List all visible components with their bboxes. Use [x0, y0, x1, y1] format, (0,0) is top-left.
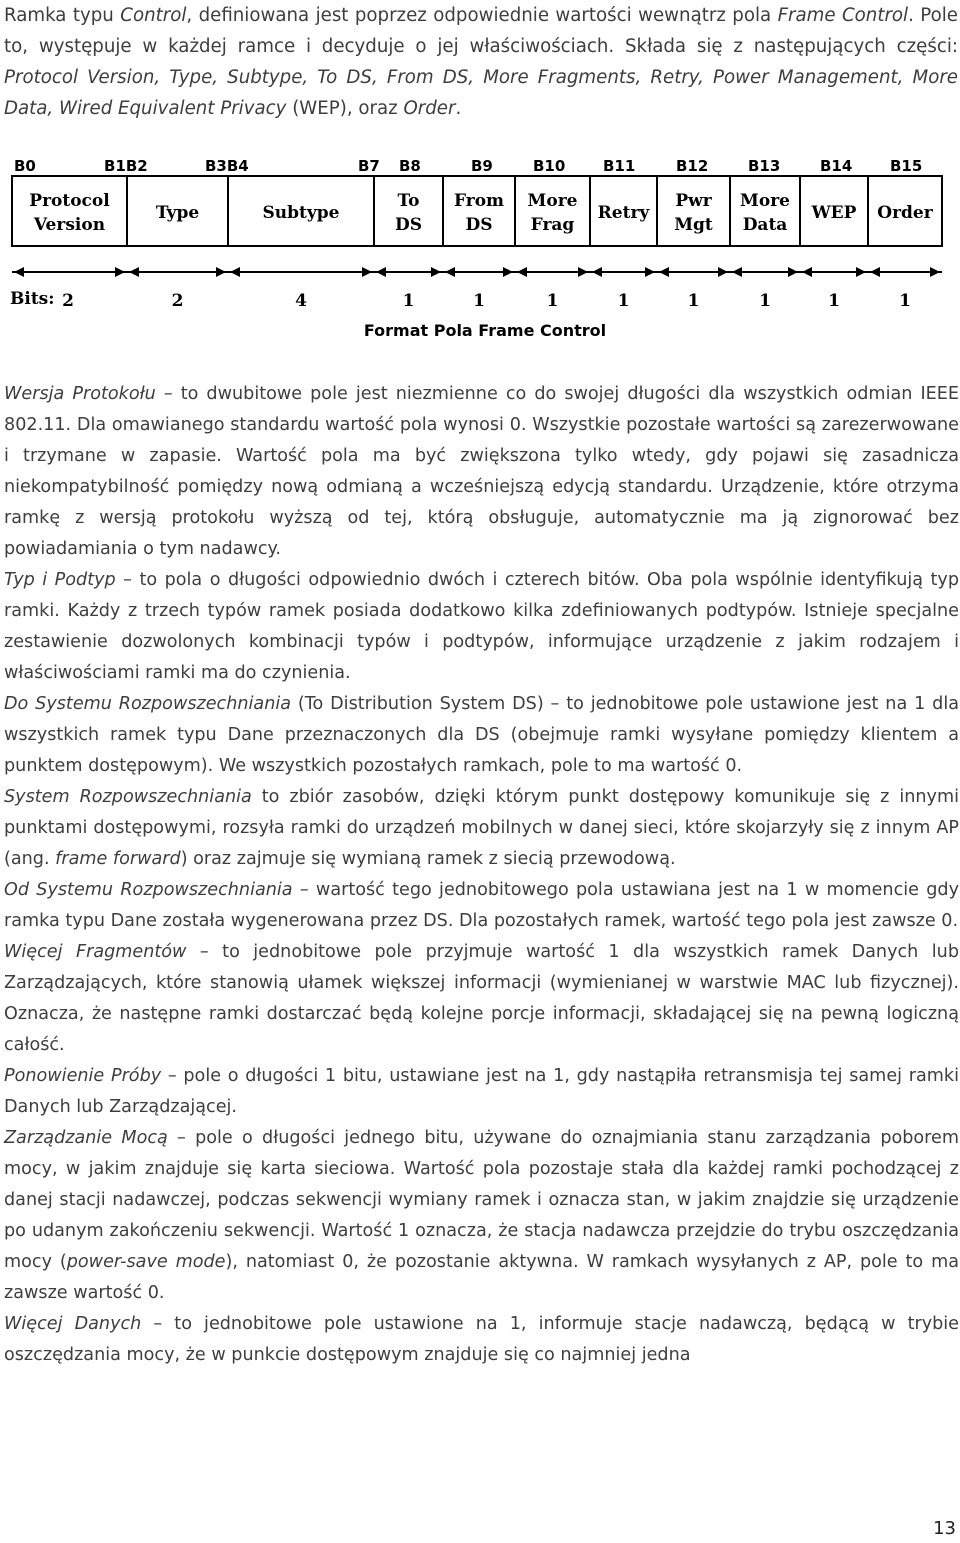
- paragraph-text: – to dwubitowe pole jest niezmienne co do swojej długości dla wszystkich odmian IEEE 802.11. Dla omawianego standardu wartość pola wynosi 0. Wszystkie pozostałe wartości są zarezerwowane i trzymane w zapasie. Wartość pola ma być zwiększona tylko wtedy, gdy pojawi się zasadnicza niekompatybilność pomiędzy nową odmianą a wcześniejszą edycją standardu. Urządzenie, które otrzyma ramkę z wersją protokołu wyższą od tej, którą obsługuje, automatycznie ma ją zignorować bez powiadamiania o tym nadawcy.: [4, 384, 959, 559]
- bit-label: B12: [676, 157, 709, 175]
- field-name: WEP: [811, 203, 857, 223]
- bit-counts: [62, 291, 911, 311]
- field-names: [29, 191, 933, 235]
- term-more-fragments: Więcej Fragmentów: [4, 942, 187, 962]
- diagram-caption: Format Pola Frame Control: [363, 321, 607, 340]
- bit-label: B11: [603, 157, 636, 175]
- paragraph-more-fragments: [4, 937, 959, 1061]
- paragraph-power-management: [4, 1123, 959, 1309]
- body-text: [4, 379, 959, 1371]
- paragraph-text: to zbiór zasobów, dzięki którym punkt dostępowy komunikuje się z innymi punktami dostępowymi, rozsyła ramki do urządzeń mobilnych w danej sieci, które skojarzyły się z innym AP (ang.: [4, 787, 959, 869]
- intro-text: .: [455, 98, 462, 119]
- arrow-head-right: [216, 267, 226, 277]
- field-table-border: [12, 176, 942, 246]
- bit-count: 1: [617, 291, 630, 311]
- field-name-line: More: [527, 191, 578, 211]
- arrow-head-left: [376, 267, 386, 277]
- term-power-management: Zarządzanie Mocą: [4, 1128, 168, 1148]
- intro-text: (WEP), oraz: [286, 98, 404, 119]
- bit-count: 2: [62, 291, 74, 311]
- bits-label: Bits:: [10, 289, 55, 309]
- paragraph-from-ds: [4, 875, 959, 937]
- field-name-line: Frag: [530, 215, 575, 235]
- arrow-head-left: [230, 267, 240, 277]
- paragraph-text: – pole o długości 1 bitu, ustawiane jest na 1, gdy nastąpiła retransmisja tej samej ramki Danych lub Zarządzającej.: [4, 1066, 959, 1117]
- paragraph-more-data: [4, 1309, 959, 1371]
- arrow-head-left: [802, 267, 812, 277]
- bit-label: B3B4: [205, 157, 249, 175]
- bit-count: 1: [899, 291, 911, 311]
- arrow-head-right: [788, 267, 798, 277]
- field-name-line: From: [453, 191, 505, 211]
- paragraph-text: ) oraz zajmuje się wymianą ramek z siecią przewodową.: [180, 849, 676, 869]
- paragraph-text: (To Distribution System DS) – to jednobitowe pole ustawione jest na 1 dla wszystkich ramek typu Dane przeznaczonych dla DS (obejmuje ramki wysyłane pomiędzy klientem a punktem dostępowym). We wszystkich pozostałych ramkach, pole to ma wartość 0.: [4, 694, 959, 776]
- field-name-line: DS: [394, 215, 423, 235]
- arrow-head-left: [870, 267, 880, 277]
- bit-count: 1: [759, 291, 771, 311]
- bit-count: 1: [473, 291, 485, 311]
- term-type-subtype: Typ i Podtyp: [4, 570, 116, 590]
- bit-count: 1: [687, 291, 700, 311]
- bit-label: B0: [14, 157, 36, 175]
- term-frame-forward: frame forward: [55, 849, 181, 869]
- term-distribution-system: System Rozpowszechniania: [4, 787, 252, 807]
- term-retry: Ponowienie Próby: [4, 1066, 162, 1086]
- bit-label: B7: [358, 157, 380, 175]
- paragraph-text: – to pola o długości odpowiednio dwóch i czterech bitów. Oba pola wspólnie identyfikują typ ramki. Każdy z trzech typów ramek posiada dodatkowo kilka zdefiniowanych podtypów. Istnieje specjalne zestawienie dozwolonych kombinacji typów i podtypów, informujące urządzenie z jakim rodzajem i właściwościami ramki ma do czynienia.: [4, 570, 959, 683]
- term-power-save-mode: power-save mode: [66, 1252, 226, 1272]
- field-name: Subtype: [262, 203, 340, 223]
- paragraph-text: – to jednobitowe pole przyjmuje wartość 1 dla wszystkich ramek Danych lub Zarządzających, które stanowią ułamek większej informacji (wymienianej w warstwie MAC lub fizycznej). Oznacza, że następne ramki dostarczać będą kolejne porcje informacji, składającej się na pewną logiczną całość.: [4, 942, 959, 1055]
- arrow-head-right: [431, 267, 441, 277]
- arrow-head-right: [362, 267, 372, 277]
- intro-field-list: Protocol Version, Type, Subtype, To DS, From DS, More Fragments, Retry, Power Management, More Data, Wired Equivalent Privacy: [4, 67, 958, 119]
- bit-count: 1: [402, 291, 415, 311]
- intro-term-order: Order: [403, 98, 456, 119]
- arrow-head-right: [718, 267, 728, 277]
- field-name-line: Data: [742, 215, 788, 235]
- term-protocol-version: Wersja Protokołu: [4, 384, 156, 404]
- term-to-ds: Do Systemu Rozpowszechniania: [4, 694, 292, 714]
- field-name-line: DS: [465, 215, 493, 235]
- arrow-head-left: [129, 267, 139, 277]
- bit-count: 1: [546, 291, 559, 311]
- frame-control-diagram: [0, 150, 960, 350]
- paragraph-text: – wartość tego jednobitowego pola ustawiana jest na 1 w momencie gdy ramka typu Dane została wygenerowana przez DS. Dla pozostałych ramek, wartość tego pola jest zawsze 0.: [4, 880, 959, 931]
- intro-text: , definiowana jest poprzez odpowiednie wartości wewnątrz pola: [186, 5, 778, 26]
- paragraph-text: – pole o długości jednego bitu, używane do oznajmiania stanu zarządzania poborem mocy, w jakim znajduje się karta sieciowa. Wartość pola pozostaje stała dla każdej ramki pochodzącej z danej stacji nadawczej, podczas sekwencji wymiany ramek i oznacza stan, w jakim znajdzie się urządzenie po udanym zakończeniu sekwencji. Wartość 1 oznacza, że stacja nadawcza przejdzie do trybu oszczędzania mocy (: [4, 1128, 959, 1272]
- intro-paragraph: [4, 0, 958, 124]
- field-name-line: Mgt: [674, 215, 713, 235]
- paragraph-text: – to jednobitowe pole ustawione na 1, informuje stacje nadawczą, będącą w trybie oszczędzania mocy, że w punkcie dostępowym znajduje się co najmniej jedna: [4, 1314, 959, 1365]
- field-dividers: [127, 176, 868, 246]
- intro-term-control: Control: [120, 5, 187, 26]
- field-name-line: More: [740, 191, 790, 211]
- paragraph-retry: [4, 1061, 959, 1123]
- arrow-head-right: [115, 267, 125, 277]
- paragraph-protocol-version: [4, 379, 959, 565]
- field-name: Retry: [597, 203, 650, 223]
- paragraph-text: ), natomiast 0, że pozostanie aktywna. W ramkach wysyłanych z AP, pole to ma zawsze wartość 0.: [4, 1252, 960, 1303]
- field-name-line: To: [397, 191, 420, 211]
- intro-term-frame-control: Frame Control: [777, 5, 909, 26]
- paragraph-distribution-system: [4, 782, 959, 875]
- field-name-line: Protocol: [29, 191, 110, 211]
- bit-label: B13: [748, 157, 781, 175]
- arrow-head-left: [445, 267, 455, 277]
- arrow-head-right: [930, 267, 940, 277]
- paragraph-to-ds: [4, 689, 959, 782]
- bit-count: 4: [295, 291, 307, 311]
- bit-label: B8: [399, 157, 421, 175]
- term-more-data: Więcej Danych: [4, 1314, 142, 1334]
- field-name: Order: [877, 203, 933, 223]
- arrow-head-left: [14, 267, 24, 277]
- bit-label: B10: [533, 157, 566, 175]
- arrow-head-left: [659, 267, 669, 277]
- term-from-ds: Od Systemu Rozpowszechniania: [4, 880, 293, 900]
- paragraph-type-subtype: [4, 565, 959, 689]
- bit-label: B9: [471, 157, 493, 175]
- arrow-head-left: [732, 267, 742, 277]
- bit-position-labels: [14, 157, 922, 175]
- bit-label: B14: [820, 157, 853, 175]
- bit-label: B15: [890, 157, 923, 175]
- arrow-head-left: [592, 267, 602, 277]
- arrow-head-right: [578, 267, 588, 277]
- bit-label: B1B2: [104, 157, 148, 175]
- arrow-head-left: [517, 267, 527, 277]
- arrow-head-right: [856, 267, 866, 277]
- bit-count: 2: [171, 291, 184, 311]
- arrow-head-right: [645, 267, 655, 277]
- field-name-line: Pwr: [675, 191, 712, 211]
- intro-text: . Pole to, występuje w każdej ramce i decyduje o jej właściwościach. Składa się z następujących części:: [4, 5, 958, 57]
- bit-count: 1: [828, 291, 840, 311]
- intro-text: Ramka typu: [4, 5, 121, 26]
- field-name: Type: [155, 203, 200, 223]
- page-number: 13: [933, 1518, 956, 1539]
- field-name-line: Version: [33, 215, 106, 235]
- arrow-head-right: [503, 267, 513, 277]
